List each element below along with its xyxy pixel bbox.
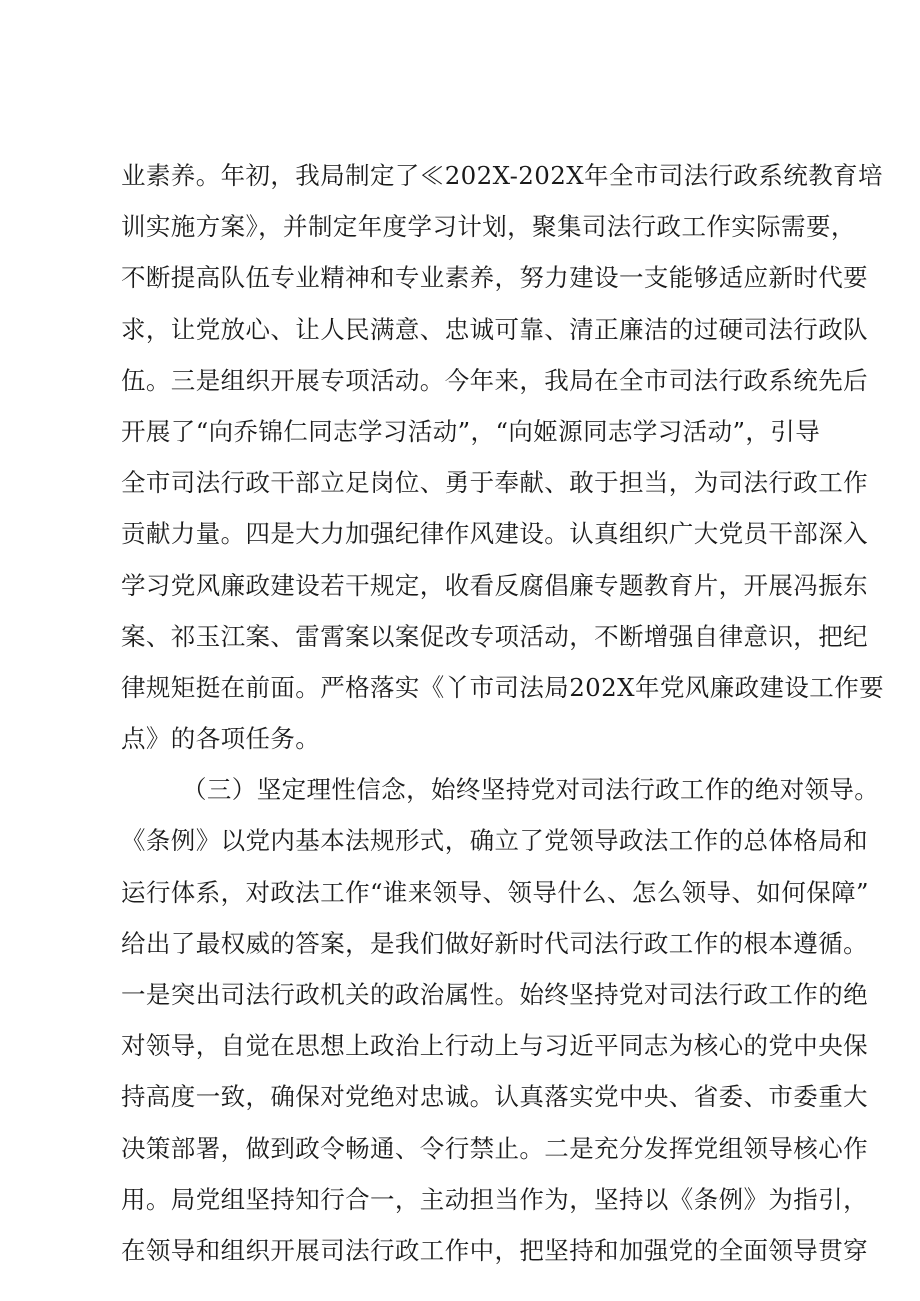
text-line: 训实施方案》，并制定年度学习计划，聚集司法行政工作实际需要， [121,212,856,242]
text-line: 一是突出司法行政机关的政治属性。始终坚持党对司法行政工作的绝 [121,980,868,1009]
text-line: 决策部署，做到政令畅通、令行禁止。二是充分发挥党组领导核心作 [121,1133,868,1163]
text-line: 求，让党放心、让人民满意、忠诚可靠、清正廉洁的过硬司法行政队 [121,314,868,344]
text-line: 《条例》以党内基本法规形式，确立了党领导政法工作的总体格局和 [121,826,868,856]
text-line: 开展了“向乔锦仁同志学习活动”，“向姬源同志学习活动”，引导 [121,416,821,446]
text-line: 给出了最权威的答案，是我们做好新时代司法行政工作的根本遵循。 [121,928,868,958]
text-line: 不断提高队伍专业精神和专业素养，努力建设一支能够适应新时代要 [121,263,868,293]
text-line: 贡献力量。四是大力加强纪律作风建设。认真组织广大党员干部深入 [121,519,868,549]
text-line: 用。局党组坚持知行合一，主动担当作为，坚持以《条例》为指引， [121,1184,868,1214]
text-line: 点》的各项任务。 [121,724,321,754]
text-line: 运行体系，对政法工作“谁来领导、领导什么、怎么领导、如何保障” [121,877,869,907]
text-line: 全市司法行政干部立足岗位、勇于奉献、敢于担当，为司法行政工作 [121,468,868,498]
section-heading-line: （三）坚定理性信念，始终坚持党对司法行政工作的绝对领导。 [182,775,880,805]
text-line: 律规矩挺在前面。严格落实《丫市司法局202X年党风廉政建设工作要 [121,672,885,702]
text-line: 伍。三是组织开展专项活动。今年来，我局在全市司法行政系统先后 [121,365,868,395]
text-line: 业素养。年初，我局制定了≪202X-202X年全市司法行政系统教育培 [121,161,883,190]
text-line: 在领导和组织开展司法行政工作中，把坚持和加强党的全面领导贯穿 [121,1235,868,1265]
body-text [121,150,885,1276]
text-line: 持高度一致，确保对党绝对忠诚。认真落实党中央、省委、市委重大 [121,1082,868,1112]
text-line: 案、祁玉江案、雷霄案以案促改专项活动，不断增强自律意识，把纪 [121,621,868,651]
text-line: 对领导，自觉在思想上政治上行动上与习近平同志为核心的党中央保 [121,1031,868,1061]
text-line: 学习党风廉政建设若干规定，收看反腐倡廉专题教育片，开展冯振东 [121,570,868,600]
